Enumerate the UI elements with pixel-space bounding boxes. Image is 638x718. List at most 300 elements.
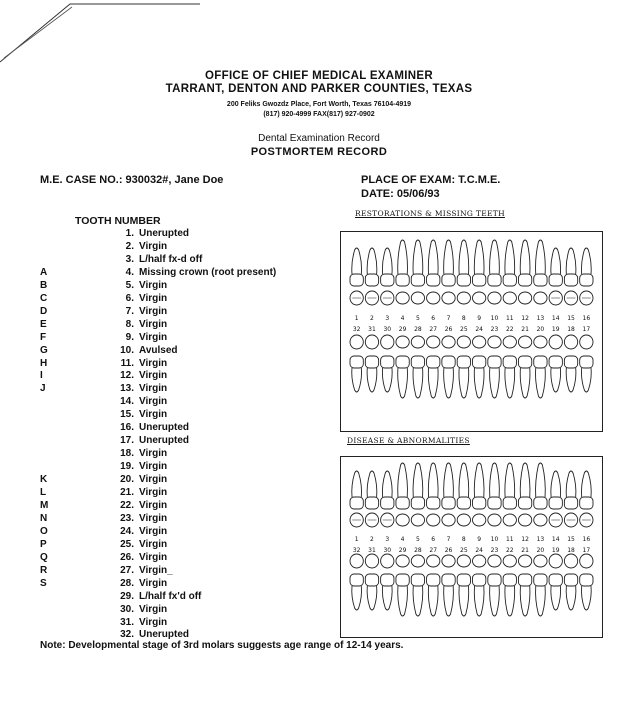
lower-tooth-occlusal [411,555,424,567]
lower-tooth-root [551,368,561,392]
upper-tooth-root [536,463,546,497]
lower-tooth-number: 20 [536,547,545,554]
tooth-letter: R [40,564,48,576]
lower-tooth-root [490,586,500,616]
upper-tooth-root [474,463,484,497]
lower-tooth-occlusal [473,336,486,348]
lower-tooth-crown [534,574,547,586]
lower-tooth-occlusal [442,336,455,348]
upper-tooth-root [382,471,392,497]
upper-tooth-number: 10 [490,536,499,543]
upper-tooth-root [398,240,408,274]
lower-tooth-root [520,586,530,616]
tooth-description: Virgin [139,357,168,369]
lower-tooth-root [490,368,500,398]
lower-tooth-crown [473,356,486,368]
lower-tooth-crown [503,356,516,368]
upper-tooth-number: 6 [431,315,436,322]
tooth-letter: I [40,370,43,382]
upper-tooth-crown [564,274,577,286]
upper-tooth-root [520,463,530,497]
lower-tooth-root [520,368,530,398]
lower-tooth-root [352,368,362,392]
lower-tooth-crown [350,356,363,368]
upper-tooth-crown [365,274,378,286]
tooth-number: 10. [120,344,134,356]
note: Note: Developmental stage of 3rd molars suggests age range of 12-14 years. [40,640,404,651]
lower-tooth-root [536,368,546,398]
lower-tooth-number: 19 [551,547,560,554]
tooth-letter: G [40,344,48,356]
lower-tooth-occlusal [427,336,440,348]
upper-tooth-crown [442,274,455,286]
lower-tooth-number: 28 [414,547,422,554]
lower-tooth-number: 26 [444,326,453,333]
upper-tooth-crown [488,497,501,509]
lower-tooth-root [581,586,591,610]
lower-tooth-crown [473,574,486,586]
lower-tooth-occlusal [503,336,516,348]
lower-tooth-number: 23 [490,547,499,554]
tooth-letter: L [40,487,47,498]
upper-tooth-number: 2 [370,536,374,543]
tooth-number: 4. [125,266,134,278]
lower-tooth-number: 23 [490,326,499,333]
upper-tooth-crown [549,497,562,509]
lower-tooth-crown [457,574,470,586]
upper-tooth-number: 7 [446,536,451,543]
lower-tooth-crown [350,574,363,586]
lower-tooth-number: 31 [368,326,376,333]
lower-tooth-occlusal [396,555,409,567]
upper-tooth-crown [564,497,577,509]
tooth-letter: F [40,331,47,343]
tooth-letter: C [40,292,48,304]
upper-tooth-occlusal [534,514,547,526]
lower-tooth-number: 26 [444,547,453,554]
upper-tooth-number: 2 [370,315,374,322]
upper-tooth-number: 9 [477,315,482,322]
tooth-number: 32. [120,629,134,641]
tooth-number: 27. [120,564,134,576]
lower-tooth-crown [365,574,378,586]
lower-tooth-root [398,586,408,616]
upper-tooth-crown [350,497,363,509]
tooth-number: 20. [120,474,134,486]
upper-tooth-occlusal [457,514,470,526]
upper-tooth-root [444,463,454,497]
tooth-number: 13. [120,383,134,395]
upper-tooth-root [551,471,561,497]
lower-tooth-crown [365,356,378,368]
lower-tooth-occlusal [381,554,394,568]
upper-tooth-crown [427,274,440,286]
upper-tooth-number: 13 [536,536,545,543]
lower-tooth-crown [488,356,501,368]
tooth-number: 3. [125,253,134,265]
upper-tooth-occlusal [488,514,501,526]
upper-tooth-crown [381,274,394,286]
lower-tooth-crown [411,356,424,368]
upper-tooth-occlusal [518,514,531,526]
upper-tooth-number: 12 [521,536,529,543]
upper-tooth-root [581,248,591,274]
tooth-description: Unerupted [139,435,189,447]
upper-tooth-root [490,463,500,497]
upper-tooth-crown [473,274,486,286]
lower-tooth-occlusal [518,555,531,567]
tooth-number-header: TOOTH NUMBER [75,215,161,227]
tooth-number: 24. [120,525,134,537]
tooth-letter: H [40,357,48,369]
tooth-description: Virgin [139,487,168,498]
lower-tooth-number: 21 [521,547,529,554]
lower-tooth-root [382,586,392,610]
upper-tooth-root [520,240,530,274]
tooth-description: Virgin [139,370,168,382]
tooth-number: 28. [120,577,134,589]
lower-tooth-number: 32 [352,326,361,333]
lower-tooth-root [474,368,484,398]
lower-tooth-root [459,586,469,616]
tooth-letter: A [40,266,48,278]
upper-tooth-root [490,240,500,274]
lower-tooth-crown [381,574,394,586]
upper-tooth-occlusal [427,292,440,304]
upper-tooth-number: 8 [461,536,466,543]
lower-tooth-root [352,586,362,610]
lower-tooth-crown [381,356,394,368]
upper-tooth-root [352,248,362,274]
record-type: Dental Examination Record [258,133,380,144]
upper-tooth-occlusal [503,292,516,304]
lower-tooth-occlusal [350,554,363,568]
upper-tooth-crown [396,497,409,509]
tooth-number: 30. [120,603,134,615]
upper-tooth-crown [381,497,394,509]
upper-tooth-occlusal [396,292,409,304]
lower-tooth-crown [488,574,501,586]
lower-tooth-crown [442,574,455,586]
lower-tooth-number: 30 [383,326,392,333]
lower-tooth-number: 21 [521,326,529,333]
tooth-letter: D [40,305,48,317]
disease-diagram [341,457,602,637]
lower-tooth-root [444,368,454,398]
tooth-description: Unerupted [139,629,189,641]
upper-tooth-crown [580,497,593,509]
upper-tooth-number: 1 [354,536,359,543]
upper-tooth-number: 9 [477,536,482,543]
tooth-number: 12. [120,370,134,382]
upper-tooth-crown [549,274,562,286]
tooth-description: Virgin [139,474,168,486]
tooth-letter: E [40,318,47,330]
lower-tooth-occlusal [580,335,593,349]
record-subtype: POSTMORTEM RECORD [250,146,388,158]
lower-tooth-number: 20 [536,326,545,333]
lower-tooth-occlusal [564,335,577,349]
lower-tooth-root [444,586,454,616]
lower-tooth-number: 32 [352,547,361,554]
office-address: 200 Feliks Gwozdz Place, Fort Worth, Texas 76104-4919 [226,101,412,108]
lower-tooth-occlusal [457,555,470,567]
upper-tooth-occlusal [411,292,424,304]
lower-tooth-root [413,586,423,616]
lower-tooth-occlusal [549,335,562,349]
tooth-description: Virgin [139,448,168,460]
tooth-number: 22. [120,499,134,511]
restorations-chart [340,231,603,432]
upper-tooth-root [413,240,423,274]
tooth-description: Virgin [139,616,168,628]
tooth-description: Avulsed [139,344,178,356]
upper-tooth-crown [518,497,531,509]
upper-tooth-number: 5 [415,315,420,322]
tooth-description: Virgin [139,538,168,550]
upper-tooth-root [428,240,438,274]
upper-tooth-root [413,463,423,497]
lower-tooth-number: 24 [475,326,483,333]
lower-tooth-crown [580,356,593,368]
lower-tooth-root [367,586,377,610]
upper-tooth-root [566,471,576,497]
lower-tooth-occlusal [381,335,394,349]
tooth-description: Virgin [139,461,168,473]
tooth-description: Virgin [139,512,168,524]
upper-tooth-number: 11 [505,536,514,543]
upper-tooth-crown [473,497,486,509]
upper-tooth-root [459,240,469,274]
place-of-exam: PLACE OF EXAM: T.C.M.E. [361,174,501,186]
upper-tooth-root [536,240,546,274]
tooth-description: Unerupted [139,422,189,434]
tooth-number: 7. [125,305,134,317]
lower-tooth-crown [442,356,455,368]
upper-tooth-crown [534,497,547,509]
tooth-number: 6. [125,292,134,304]
tooth-description: Virgin [139,318,168,330]
upper-tooth-crown [457,497,470,509]
tooth-number: 14. [120,396,134,408]
lower-tooth-number: 29 [398,326,407,333]
lower-tooth-root [459,368,469,398]
disease-title: DISEASE & ABNORMALITIES [347,436,470,445]
lower-tooth-number: 22 [505,326,514,333]
tooth-number: 11. [120,357,134,369]
tooth-description: Virgin_ [139,564,173,576]
tooth-description: Virgin [139,409,168,421]
tooth-number: 15. [120,409,134,421]
lower-tooth-crown [411,574,424,586]
upper-tooth-number: 6 [431,536,436,543]
lower-tooth-crown [396,574,409,586]
upper-tooth-crown [580,274,593,286]
tooth-description: Virgin [139,240,168,252]
tooth-description: Unerupted [139,228,189,239]
tooth-number: 31. [120,616,134,628]
upper-tooth-crown [411,497,424,509]
upper-tooth-occlusal [427,514,440,526]
lower-tooth-number: 25 [460,547,468,554]
tooth-description: L/half fx-d off [139,253,203,265]
upper-tooth-root [505,240,515,274]
lower-tooth-occlusal [564,554,577,568]
tooth-description: Virgin [139,499,168,511]
tooth-number: 19. [120,461,134,473]
upper-tooth-number: 16 [582,315,591,322]
lower-tooth-occlusal [534,336,547,348]
lower-tooth-occlusal [473,555,486,567]
disease-chart [340,456,603,638]
upper-tooth-number: 4 [400,536,405,543]
upper-tooth-occlusal [534,292,547,304]
lower-tooth-crown [396,356,409,368]
upper-tooth-crown [396,274,409,286]
lower-tooth-occlusal [580,554,593,568]
upper-tooth-number: 4 [400,315,405,322]
lower-tooth-occlusal [350,335,363,349]
tooth-letter: S [40,577,47,589]
lower-tooth-number: 27 [429,326,438,333]
tooth-letter: J [40,383,46,395]
lower-tooth-crown [549,574,562,586]
lower-tooth-root [566,586,576,610]
upper-tooth-occlusal [442,292,455,304]
tooth-description: Virgin [139,525,168,537]
upper-tooth-number: 15 [567,315,575,322]
tooth-letter: K [40,474,48,486]
upper-tooth-number: 1 [354,315,359,322]
upper-tooth-occlusal [442,514,455,526]
lower-tooth-root [428,586,438,616]
lower-tooth-crown [549,356,562,368]
upper-tooth-number: 8 [461,315,466,322]
tooth-description: Virgin [139,396,168,408]
tooth-description: Virgin [139,383,168,395]
lower-tooth-crown [503,574,516,586]
tooth-letter: O [40,525,48,537]
upper-tooth-root [352,471,362,497]
upper-tooth-number: 14 [551,536,560,543]
tooth-number: 29. [120,590,134,602]
upper-tooth-occlusal [503,514,516,526]
lower-tooth-root [505,586,515,616]
lower-tooth-crown [427,356,440,368]
upper-tooth-occlusal [411,514,424,526]
restorations-title: RESTORATIONS & MISSING TEETH [355,209,505,218]
upper-tooth-number: 5 [415,536,420,543]
tooth-number: 1. [125,228,134,239]
lower-tooth-number: 30 [383,547,392,554]
upper-tooth-root [505,463,515,497]
upper-tooth-root [581,471,591,497]
lower-tooth-number: 19 [551,326,560,333]
upper-tooth-crown [534,274,547,286]
upper-tooth-root [398,463,408,497]
upper-tooth-occlusal [473,514,486,526]
lower-tooth-number: 22 [505,547,514,554]
upper-tooth-number: 11 [505,315,514,322]
upper-tooth-number: 3 [385,315,390,322]
upper-tooth-occlusal [488,292,501,304]
lower-tooth-occlusal [365,335,378,349]
tooth-description: Virgin [139,577,168,589]
lower-tooth-root [581,368,591,392]
lower-tooth-occlusal [396,336,409,348]
tooth-letter: M [40,499,49,511]
tooth-description: Virgin [139,279,168,291]
lower-tooth-root [474,586,484,616]
lower-tooth-number: 27 [429,547,438,554]
exam-date: DATE: 05/06/93 [361,188,440,200]
office-phone: (817) 920-4999 FAX(817) 927-0902 [263,111,375,118]
upper-tooth-root [551,248,561,274]
tooth-number: 8. [125,318,134,330]
lower-tooth-occlusal [518,336,531,348]
upper-tooth-number: 15 [567,536,575,543]
upper-tooth-number: 12 [521,315,529,322]
office-title: OFFICE OF CHIEF MEDICAL EXAMINER [205,70,433,82]
lower-tooth-root [566,368,576,392]
tooth-description: Virgin [139,603,168,615]
lower-tooth-root [536,586,546,616]
lower-tooth-crown [564,574,577,586]
tooth-description: Virgin [139,305,168,317]
upper-tooth-root [382,248,392,274]
upper-tooth-root [566,248,576,274]
lower-tooth-root [398,368,408,398]
tooth-description: Virgin [139,292,168,304]
lower-tooth-occlusal [411,336,424,348]
lower-tooth-crown [534,356,547,368]
upper-tooth-occlusal [457,292,470,304]
upper-tooth-root [459,463,469,497]
upper-tooth-crown [411,274,424,286]
tooth-letter: P [40,538,47,550]
lower-tooth-number: 31 [368,547,376,554]
lower-tooth-root [367,368,377,392]
upper-tooth-crown [427,497,440,509]
lower-tooth-occlusal [365,554,378,568]
lower-tooth-occlusal [488,336,501,348]
lower-tooth-occlusal [457,336,470,348]
corner-fax-line [0,0,200,70]
upper-tooth-occlusal [473,292,486,304]
restorations-diagram [341,232,602,431]
upper-tooth-crown [503,274,516,286]
lower-tooth-crown [457,356,470,368]
lower-tooth-occlusal [442,555,455,567]
upper-tooth-crown [488,274,501,286]
upper-tooth-crown [457,274,470,286]
upper-tooth-crown [518,274,531,286]
upper-tooth-root [367,248,377,274]
upper-tooth-number: 16 [582,536,591,543]
lower-tooth-crown [518,574,531,586]
upper-tooth-root [428,463,438,497]
upper-tooth-number: 3 [385,536,390,543]
tooth-number: 26. [120,551,134,563]
tooth-number: 21. [120,487,134,498]
lower-tooth-occlusal [427,555,440,567]
tooth-letter: B [40,279,48,291]
lower-tooth-number: 17 [582,326,591,333]
lower-tooth-occlusal [503,555,516,567]
upper-tooth-number: 7 [446,315,451,322]
upper-tooth-crown [503,497,516,509]
lower-tooth-number: 17 [582,547,591,554]
